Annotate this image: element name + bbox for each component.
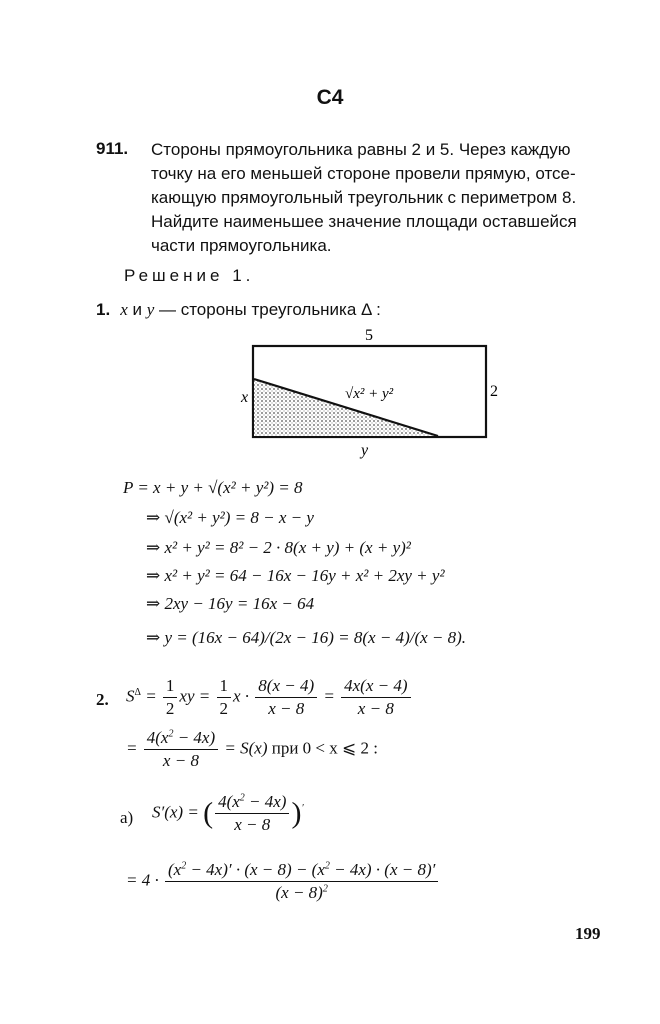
problem-text <box>151 138 613 258</box>
equation-area-simplified: = $\frac{4(x^2 - 4x)}{x - 8}$ = S(x) при 0 < x ⩽ 2 : <box>126 728 378 770</box>
problem-line: Найдите наименьшее значение площади оставшейся <box>151 212 577 231</box>
equation-derivative-expanded: = 4 · $\frac{(x^2 - 4x)' \cdot (x - 8) - (x^2 - 4x) \cdot (x - 8)'}{(x - 8)^2}$ <box>126 860 440 903</box>
label-right: 2 <box>490 383 498 400</box>
problem-line: кающую прямоугольный треугольник с периметром 8. <box>151 188 577 207</box>
rectangle-diagram <box>225 320 500 465</box>
label-bottom: y <box>361 442 369 459</box>
step-1: 1. x и y — стороны треугольника Δ : <box>96 300 381 319</box>
step-1-text: — стороны треугольника Δ : <box>158 300 381 319</box>
problem-line: точку на его меньшей стороне провели прямую, отсе- <box>151 164 576 183</box>
solution-heading: Решение 1. <box>124 266 255 285</box>
equation-step: ⇒ x² + y² = 64 − 16x − 16y + x² + 2xy + y² <box>146 566 445 585</box>
page-number: 199 <box>575 924 601 943</box>
label-top: 5 <box>365 327 373 344</box>
equation-step: ⇒ 2xy − 16y = 16x − 64 <box>146 594 315 613</box>
equation-step: ⇒ √(x² + y²) = 8 − x − y <box>146 508 314 527</box>
problem-number: 911. <box>96 139 129 158</box>
section-heading: C4 <box>316 86 344 109</box>
domain-condition: при 0 < x ⩽ 2 : <box>271 738 378 758</box>
label-left: x <box>241 389 249 406</box>
problem-line: части прямоугольника. <box>151 236 332 255</box>
step-number: 1. <box>96 300 111 319</box>
step-2-number <box>96 690 109 710</box>
equation-step: ⇒ y = (16x − 64)/(2x − 16) = 8(x − 4)/(x − 8). <box>146 628 467 647</box>
part-a-label: а) <box>120 808 134 827</box>
problem-line: Стороны прямоугольника равны 2 и 5. Через каждую <box>151 140 571 159</box>
equation-step: ⇒ x² + y² = 8² − 2 · 8(x + y) + (x + y)² <box>146 538 411 557</box>
equation-area: $S^\Delta$ = $\frac{1}{2}$ xy = $\frac{1}{2}$ x · $\frac{8(x - 4)}{x - 8}$ = $\frac{4x(x - 4)}{x - 8}$ <box>126 676 413 719</box>
step-number: 2. <box>96 690 109 709</box>
equation-perimeter: P = x + y + √(x² + y²) = 8 <box>123 478 303 497</box>
equation-derivative: S′(x) = ( $\frac{4(x^2 - 4x)}{x - 8}$ )′ <box>152 792 304 834</box>
label-hypotenuse: √x² + y² <box>345 386 394 402</box>
